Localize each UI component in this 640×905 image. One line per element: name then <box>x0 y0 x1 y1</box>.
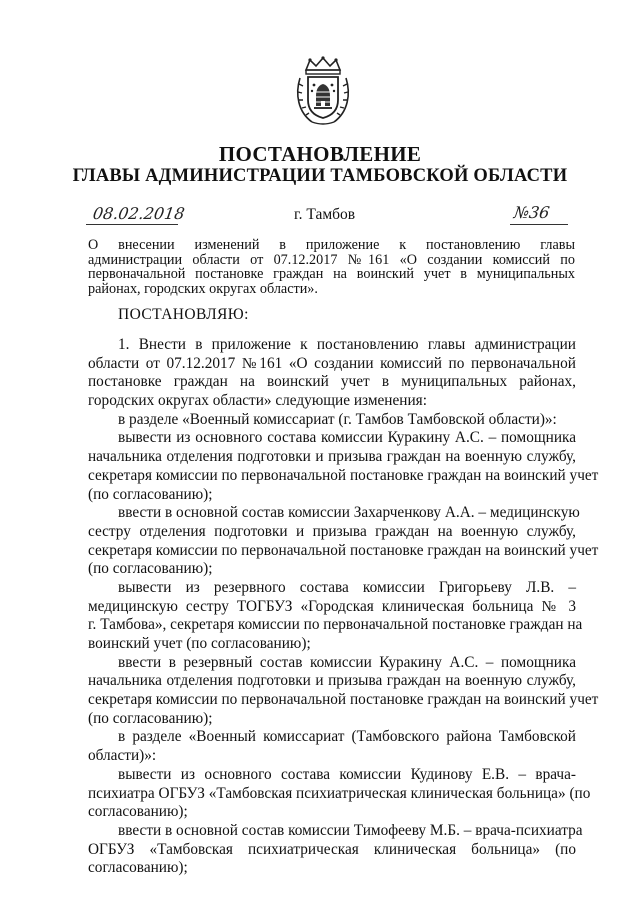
body-line: начальника отделения подготовки и призыва граждан на военную службу, <box>88 448 576 466</box>
body-line: вывести из резервного состава комиссии Григорьеву Л.В. – <box>118 578 576 596</box>
subject-line: О внесении изменений в приложение к постановлению главы <box>88 237 575 253</box>
body-line: ОГБУЗ «Тамбовская психиатрическая клиническая больница» (по <box>88 840 576 858</box>
handwritten-date: 08.02.2018 <box>91 204 186 223</box>
body-line: медицинскую сестру ТОГБУЗ «Городская клиническая больница № 3 <box>88 597 576 615</box>
body-line: в разделе «Военный комиссариат (Тамбовского района Тамбовской <box>118 728 576 746</box>
document-issuer: ГЛАВЫ АДМИНИСТРАЦИИ ТАМБОВСКОЙ ОБЛАСТИ <box>72 166 568 186</box>
body-line: г. Тамбова», секретаря комиссии по первоначальной постановке граждан на <box>88 616 583 634</box>
body-line: согласованию); <box>88 803 188 821</box>
body-line: (по согласованию); <box>88 709 213 727</box>
body-line: секретаря комиссии по первоначальной постановке граждан на воинский учет <box>88 466 599 484</box>
body-line: в разделе «Военный комиссариат (г. Тамбов Тамбовской области)»: <box>118 410 557 428</box>
date-underline <box>86 224 178 225</box>
body-line: постановке граждан на воинский учет в муниципальных районах, <box>88 373 576 391</box>
document-title: ПОСТАНОВЛЕНИЕ <box>218 142 422 166</box>
body-line: 1. Внести в приложение к постановлению главы администрации <box>118 336 576 353</box>
body-line: ввести в основной состав комиссии Захарченкову А.А. – медицинскую <box>118 504 580 522</box>
number-underline <box>510 224 568 225</box>
body-line: согласованию); <box>88 859 188 877</box>
document-subject <box>88 238 575 296</box>
body-line: сестру отделения подготовки и призыва граждан на военную службу, <box>88 522 576 540</box>
body-line: области от 07.12.2017 №161 «О создании комиссий по первоначальной <box>88 354 576 372</box>
subject-line: районах, городских округах области». <box>88 280 318 297</box>
decree-word: ПОСТАНОВЛЯЮ: <box>118 306 249 323</box>
handwritten-number: №36 <box>512 203 551 222</box>
body-line: начальника отделения подготовки и призыва граждан на военную службу, <box>88 672 576 690</box>
body-line: (по согласованию); <box>88 485 213 503</box>
body-line: области)»: <box>88 747 157 765</box>
document-body <box>88 336 599 878</box>
body-line: секретаря комиссии по первоначальной постановке граждан на воинский учет <box>88 541 599 559</box>
body-line: (по согласованию); <box>88 560 213 578</box>
city-label: г. Тамбов <box>294 206 356 223</box>
body-line: вывести из основного состава комиссии Кудинову Е.В. – врача- <box>118 765 576 783</box>
body-line: секретаря комиссии по первоначальной постановке граждан на воинский учет <box>88 691 599 709</box>
body-line: городских округах области» следующие изменения: <box>88 392 427 410</box>
body-line: ввести в основной состав комиссии Тимофееву М.Б. – врача-психиатра <box>118 821 583 839</box>
body-line: психиатра ОГБУЗ «Тамбовская психиатрическая клиническая больница» (по <box>88 784 591 802</box>
body-line: вывести из основного состава комиссии Куракину А.С. – помощника <box>118 429 576 447</box>
subject-line: администрации области от 07.12.2017 №161 «О создании комиссий по <box>88 251 575 268</box>
subject-line: первоначальной постановке граждан на воинский учет в муниципальных <box>88 266 575 283</box>
body-line: ввести в резервный состав комиссии Куракину А.С. – помощника <box>118 653 576 671</box>
body-line: воинский учет (по согласованию); <box>88 635 311 652</box>
tambov-coat-of-arms-icon <box>294 56 352 126</box>
